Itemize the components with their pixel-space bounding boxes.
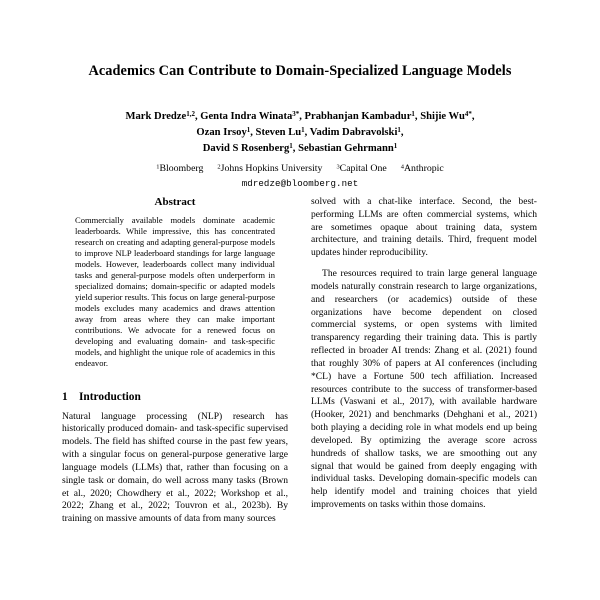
author-affil-marker: 1,2 bbox=[186, 109, 195, 118]
author-affil-marker: 1 bbox=[246, 126, 251, 135]
paragraph: solved with a chat-like interface. Second, the best-performing LLMs are often commercial systems, which are sometimes opaque about training data, system architecture, and training details. Third, frequent model updates hinder reproducibility. bbox=[311, 196, 537, 259]
author-name: Ozan Irsoy bbox=[196, 126, 247, 138]
author-affil-marker: 1 bbox=[289, 142, 293, 151]
abstract-block bbox=[62, 196, 288, 369]
contact-email[interactable]: mdredze@bloomberg.net bbox=[241, 178, 359, 190]
author-name: , Sebastian Gehrmann bbox=[292, 143, 394, 155]
author-affil-marker: 4* bbox=[464, 109, 472, 118]
author-affil-marker: 1 bbox=[411, 109, 415, 118]
author-name: Mark Dredze bbox=[125, 110, 187, 122]
author-affil-marker: 1 bbox=[301, 126, 305, 135]
author-name: David S Rosenberg bbox=[202, 143, 290, 155]
author-name: , Prabhanjan Kambadur bbox=[299, 110, 412, 122]
author-line-1 bbox=[62, 109, 538, 125]
author-affil-marker: 1 bbox=[397, 126, 401, 135]
abstract-heading: Abstract bbox=[154, 196, 196, 208]
author-name: , Genta Indra Winata bbox=[194, 110, 293, 122]
affiliation-name: Bloomberg bbox=[159, 163, 204, 175]
author-name: , Vadim Dabravolski bbox=[304, 126, 398, 138]
affiliation-item bbox=[217, 163, 322, 174]
right-column bbox=[311, 196, 537, 600]
affiliation-name: Anthropic bbox=[403, 163, 444, 175]
author-separator: , bbox=[471, 110, 475, 122]
affiliation-name: Johns Hopkins University bbox=[220, 163, 323, 175]
author-affil-marker: 3* bbox=[292, 109, 300, 118]
affiliation-item bbox=[336, 163, 386, 174]
section-number: 1 bbox=[62, 390, 68, 403]
affiliation-item bbox=[401, 163, 444, 174]
author-line-2 bbox=[62, 125, 538, 141]
affiliation-marker: 3 bbox=[336, 163, 340, 171]
affiliation-item bbox=[156, 163, 203, 174]
paragraph: Natural language processing (NLP) research has historically produced domain- and task-specific supervised models. The field has shifted course in the past few years, with a singular focus on general-purpose generative large language models (LLMs) that, rather than focusing on a single task or domain, do well across many tasks (Brown et al., 2020; Chowdhery et al., 2022; Workshop et al., 2022; Zhang et al., 2022; Touvron et al., 2023b). By training on massive amounts of data from many sources bbox=[62, 410, 288, 525]
author-list bbox=[62, 81, 538, 157]
affiliation-marker: 2 bbox=[217, 163, 221, 171]
page-title: Academics Can Contribute to Domain-Specialized Language Models bbox=[88, 63, 512, 79]
affiliation-name: Capital One bbox=[339, 163, 387, 175]
two-column-body bbox=[62, 196, 538, 600]
author-name: , Steven Lu bbox=[250, 126, 302, 138]
section-title: Introduction bbox=[79, 390, 141, 403]
author-affil-marker: 1 bbox=[393, 142, 398, 151]
affiliation-marker: 4 bbox=[400, 163, 404, 171]
left-column bbox=[62, 196, 288, 600]
author-name: , Shijie Wu bbox=[414, 110, 465, 122]
paragraph: The resources required to train large general language models naturally constrain research to large organizations, and researchers (or academics) outside of these organizations have become dependent on closed commercial systems, or open systems with limited transparency regarding their training data. This is partly reflected in broader AI trends: Zhang et al. (2021) found that roughly 30% of papers at AI conferences (including *CL) have a Fortune 500 tech affiliation. Increased resources contribute to the success of transformer-based LLMs (Vaswani et al., 2017), with available hardware (Hooker, 2021) and benchmarks (Dehghani et al., 2021) both playing a deciding role in what models end up being developed. By optimizing the average score across hundreds of shallow tasks, we are smoothing out any signal that would be gained from deeply engaging with individual tasks. Developing domain-specific models can help identify model and training choices that yield improvements on tasks within those domains. bbox=[311, 268, 537, 511]
affiliation-list bbox=[62, 157, 538, 176]
author-line-3 bbox=[62, 141, 538, 157]
affiliation-marker: 1 bbox=[156, 163, 160, 171]
author-separator: , bbox=[400, 126, 404, 138]
abstract-text: Commercially available models dominate academic leaderboards. While impressive, this has concentrated research on creating and adapting general-purpose models to improve NLP leaderboard standings for large language models. However, leaderboards collect many individual tasks and general-purpose models often underperform in specialized domains; domain-specific or adapted models yield superior results. This focus on large general-purpose models excludes many academics and draws attention away from areas where they can make important contributions. We advocate for a renewed focus on developing and evaluating domain- and task-specific models, and highlight the unique role of academics in this endeavor. bbox=[75, 215, 275, 368]
section-heading-introduction bbox=[62, 369, 288, 411]
